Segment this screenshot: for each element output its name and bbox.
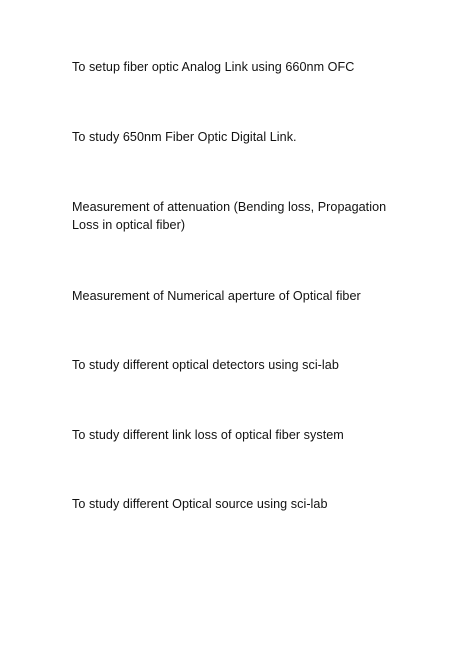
- experiment-item-optical-source: To study different Optical source using sci-lab: [72, 497, 328, 511]
- experiment-item-link-loss: To study different link loss of optical fiber system: [72, 428, 344, 442]
- experiment-item-optical-detectors: To study different optical detectors using sci-lab: [72, 358, 339, 372]
- experiment-item-numerical-aperture: Measurement of Numerical aperture of Optical fiber: [72, 289, 361, 303]
- experiment-item-digital-link: To study 650nm Fiber Optic Digital Link.: [72, 130, 297, 144]
- experiment-item-attenuation: Measurement of attenuation (Bending loss, Propagation Loss in optical fiber): [72, 200, 387, 232]
- experiment-item-analog-link: To setup fiber optic Analog Link using 660nm OFC: [72, 60, 355, 74]
